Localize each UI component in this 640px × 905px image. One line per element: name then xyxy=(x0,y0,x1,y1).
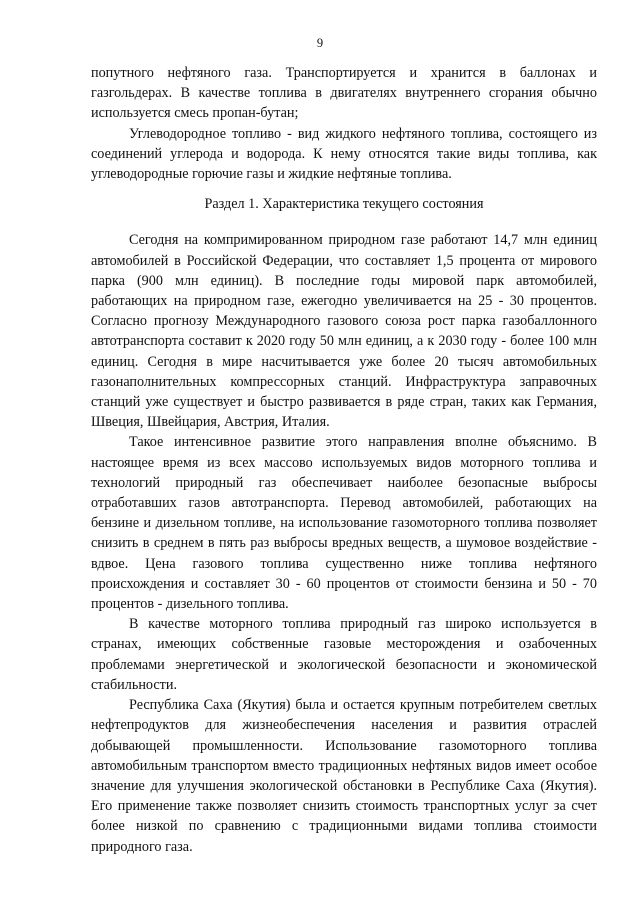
paragraph-continuation: попутного нефтяного газа. Транспортируется и хранится в баллонах и газгольдерах. В качестве топлива в двигателях внутреннего сгорания обычно используется смесь пропан-бутан; xyxy=(91,65,597,122)
paragraph-natural-gas-usage: В качестве моторного топлива природный газ широко используется в странах, имеющих собственные газовые месторождения и озабоченных проблемами энергетической и экологической безопасности и экономической стабильности. xyxy=(91,616,597,693)
document-body xyxy=(91,63,597,857)
paragraph-development-explanation: Такое интенсивное развитие этого направления вполне объяснимо. В настоящее время из всех массово используемых видов моторного топлива и технологий природный газ обеспечивает наиболее безопасные выбросы отработавших газов автотранспорта. Перевод автомобилей, работающих на бензине и дизельном топливе, на использование газомоторного топлива позволяет снизить в среднем в пять раз выбросы вредных веществ, а шумовое воздействие - вдвое. Цена газового топлива существенно ниже топлива нефтяного происхождения и составляет 30 - 60 процентов от стоимости бензина и 50 - 70 процентов - дизельного топлива. xyxy=(91,434,597,613)
paragraph-cng-statistics: Сегодня на компримированном природном газе работают 14,7 млн единиц автомобилей в Российской Федерации, что составляет 1,5 процента от мирового парка (900 млн единиц). В последние годы мировой парк автомобилей, работающих на природном газе, ежегодно увеличивается на 25 - 30 процентов. Согласно прогнозу Международного газового союза рост парка газобаллонного автотранспорта составит к 2020 году 50 млн единиц, а к 2030 году - более 100 млн единиц. Сегодня в мире насчитывается уже более 20 тысяч автомобильных газонаполнительных компрессорных станций. Инфраструктура заправочных станций уже существует и быстро развивается в ряде стран, таких как Германия, Швеция, Швейцария, Австрия, Италия. xyxy=(91,232,597,431)
paragraph-sakha-republic: Республика Саха (Якутия) была и остается крупным потребителем светлых нефтепродуктов для жизнеобеспечения населения и развития отраслей добывающей промышленности. Использование газомоторного топлива автомобильным транспортом вместо традиционных нефтяных видов имеет особое значение для улучшения экологической обстановки в Республике Саха (Якутия). Его применение также позволяет снизить стоимость транспортных услуг за счет более низкой по сравнению с традиционными видами топлива стоимости природного газа. xyxy=(91,697,597,855)
page-number: 9 xyxy=(316,36,324,50)
section-heading: Раздел 1. Характеристика текущего состояния xyxy=(204,196,484,213)
paragraph-hydrocarbon-fuel: Углеводородное топливо - вид жидкого нефтяного топлива, состоящего из соединений углерода и водорода. К нему относятся такие виды топлива, как углеводородные горючие газы и жидкие нефтяные топлива. xyxy=(91,125,597,183)
